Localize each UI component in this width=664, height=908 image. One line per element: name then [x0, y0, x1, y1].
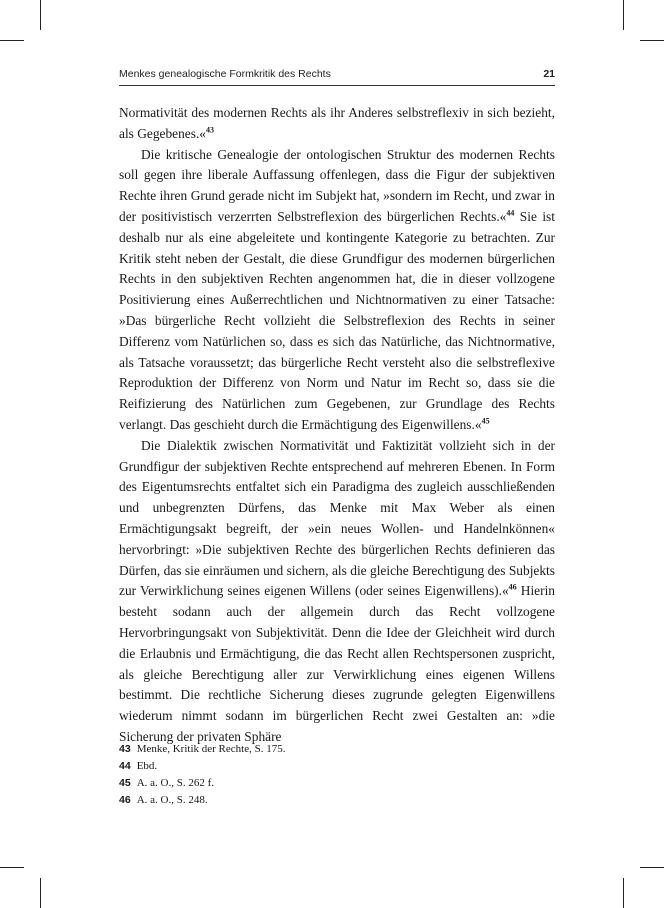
footnotes — [119, 741, 555, 809]
paragraph — [119, 145, 555, 436]
footnote-number: 46 — [119, 794, 131, 806]
footnote-marker: 44 — [506, 208, 515, 218]
paragraph-text: Die kritische Genealogie der ontologischen Struktur des modernen Rechts soll gegen ihre liberale Auffassung offenlegen, dass die Figur der subjektiven Rechte ihren Grund gerade nicht im Subjekt hat, »sondern im Recht, und zwar in der positivistisch verzerrten Selbstreflexion des bürgerlichen Rechts.« — [119, 146, 555, 224]
paragraph — [119, 103, 555, 145]
footnote-marker: 46 — [508, 582, 517, 592]
page-number: 21 — [543, 68, 555, 80]
crop-mark — [623, 0, 624, 30]
paragraph-text: Die Dialektik zwischen Normativität und Faktizität vollzieht sich in der Grundfigur der subjektiven Rechte entsprechend auf mehreren Ebenen. In Form des Eigentumsrechts entfaltet sich ein Paradigma des zugleich ausschließenden und unbegrenzten Dürfens, das Menke mit Max Weber als einen Ermächtigungsakt begreift, der »ein neues Wollen- und Handelnkönnen« hervorbringt: »Die subjektiven Rechte des bürgerlichen Rechts definieren das Dürfen, das sie einräumen und sichern, als die gleiche Berechtigung des Subjekts zur Verwirklichung seines eigenen Willens (oder seines Eigenwillens).« — [119, 437, 555, 599]
footnote-text: Ebd. — [136, 760, 158, 772]
crop-mark — [40, 0, 41, 30]
crop-mark — [0, 867, 24, 868]
crop-mark — [640, 40, 664, 41]
footnote-number: 45 — [119, 777, 131, 789]
paragraph — [119, 436, 555, 748]
crop-mark — [0, 40, 24, 41]
footnote-text: A. a. O., S. 262 f. — [136, 777, 214, 789]
crop-mark — [623, 878, 624, 908]
paragraph-text: Sie ist deshalb nur als eine abgeleitete und kontingente Kategorie zu betrachten. Zur Kritik steht neben der Gestalt, die diese Grundfigur des modernen bürgerlichen Rechts in den subjektiven Rechten angenommen hat, die in dieser vollzogene Positivierung eines Außerrechtlichen und Nichtnormativen zu einer Tatsache: »Das bürgerliche Recht vollzieht die Selbstreflexion des Rechts in seiner Differenz vom Natürlichen so, dass es sich das Natürliche, das Nichtnormative, als Tatsache voraussetzt; das bürgerliche Recht versteht also die selbstreflexive Reproduktion der Differenz von Norm und Natur im Recht so, dass sie die Reifizierung des Natürlichen zum Gegebenen, zur Grundlage des Rechts verlangt. Das geschieht durch die Ermächtigung des Eigenwillens.« — [119, 208, 555, 432]
footnote — [119, 775, 555, 792]
paragraph-text: Normativität des modernen Rechts als ihr Anderes selbstreflexiv in sich bezieht, als Gegebenes.« — [119, 105, 555, 141]
paragraph-text: Hierin besteht sodann auch der allgemein durch das Recht vollzogene Hervorbringungsakt von Subjektivität. Denn die Idee der Gleichheit wird durch die Erlaubnis und Ermächtigung, die das Recht allen Rechtspersonen zuspricht, als gleiche Berechtigung aller zur Verwirklichung eines eigenen Willens bestimmt. Die rechtliche Sicherung dieses zugrunde gelegten Eigenwillens wiederum nimmt sodann im bürgerlichen Recht zwei Gestalten an: »die Sicherung der privaten Sphäre — [119, 583, 555, 744]
footnote-number: 43 — [119, 743, 131, 755]
crop-mark — [40, 878, 41, 908]
footnote-marker: 43 — [206, 125, 215, 135]
running-head — [119, 66, 555, 86]
footnote — [119, 741, 555, 758]
running-head-title: Menkes genealogische Formkritik des Rechts — [119, 68, 331, 80]
footnote — [119, 792, 555, 809]
footnote-text: Menke, Kritik der Rechte, S. 175. — [136, 743, 286, 755]
footnote-marker: 45 — [481, 416, 490, 426]
body-text — [119, 103, 555, 748]
footnote — [119, 758, 555, 775]
footnote-number: 44 — [119, 760, 131, 772]
crop-mark — [640, 867, 664, 868]
footnote-text: A. a. O., S. 248. — [136, 794, 208, 806]
